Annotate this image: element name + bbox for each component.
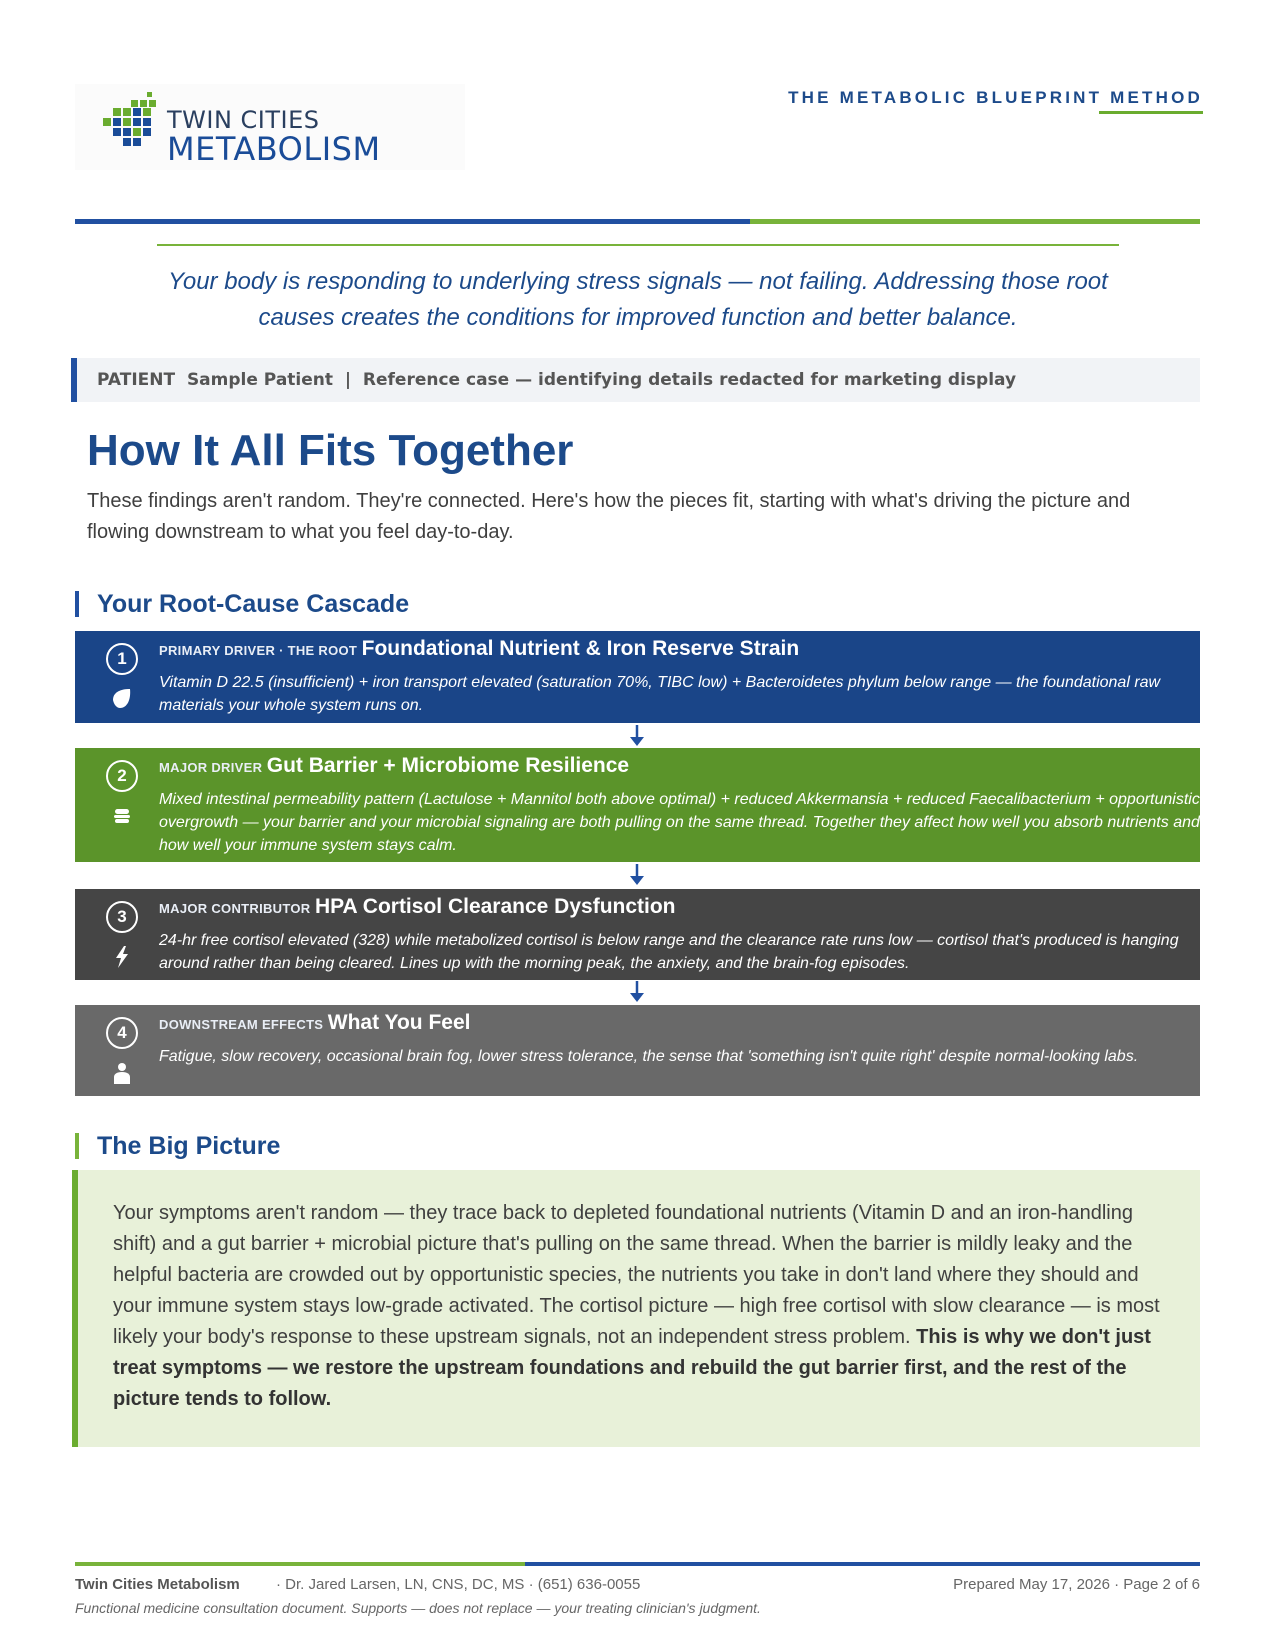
method-underline <box>1099 111 1203 114</box>
card-description: 24-hr free cortisol elevated (328) while metabolized cortisol is below range and the clearance rate runs low — cortisol that's produced is hanging around rather than being cleared. Lines up with the morning peak, the anxiety, and the brain-fog episodes. <box>159 932 1179 972</box>
tagline-divider-top <box>157 244 1119 246</box>
arrow-down-icon <box>627 980 647 1004</box>
logo-text-line1: TWIN CITIES <box>167 106 320 134</box>
big-picture-emphasis: This is why we don't just treat symptoms — we restore the upstream foundations and rebuild the gut barrier first, and the rest of the picture tends to follow. <box>113 1326 1151 1410</box>
header-divider <box>75 219 1200 224</box>
step-number: 3 <box>106 901 138 933</box>
patient-bar <box>71 358 1200 402</box>
card-description: Fatigue, slow recovery, occasional brain fog, lower stress tolerance, the sense that 'something isn't quite right' despite normal-looking labs. <box>159 1048 1139 1065</box>
big-picture-heading: The Big Picture <box>75 1133 280 1159</box>
cascade-heading: Your Root-Cause Cascade <box>75 591 409 617</box>
logo-mark-icon <box>101 90 163 162</box>
cascade-card-downstream-effects <box>75 1005 1200 1096</box>
method-title: THE METABOLIC BLUEPRINT METHOD <box>788 88 1203 107</box>
lightning-icon <box>109 944 135 970</box>
footer-page-info: Prepared May 17, 2026 · Page 2 of 6 <box>953 1576 1200 1593</box>
step-number: 4 <box>106 1017 138 1049</box>
card-description: Mixed intestinal permeability pattern (Lactulose + Mannitol both above optimal) + reduced Akkermansia + reduced Faecalibacterium + opportunistic overgrowth — your barrier and your microbial signaling are both pulling on the same thread. Together they affect how well you absorb nutrients and how well your immune system stays calm. <box>159 791 1200 854</box>
patient-label: PATIENT <box>97 370 176 390</box>
card-title: What You Feel <box>327 1011 471 1034</box>
logo-text-line2: METABOLISM <box>167 130 381 168</box>
gut-icon <box>109 802 135 828</box>
patient-separator: | <box>344 370 352 390</box>
big-picture-body: Your symptoms aren't random — they trace back to depleted foundational nutrients (Vitamin D and an iron-handling shift) and a gut barrier + microbial picture that's pulling on the same thread. When the barrier is mildly leaky and the helpful bacteria are crowded out by opportunistic species, the nutrients you take in don't land where they should and your immune system stays low-grade activated. The cortisol picture — high free cortisol with slow clearance — is most likely your body's response to these upstream signals, not an independent stress problem. <box>113 1202 1160 1348</box>
tagline: Your body is responding to underlying stress signals — not failing. Addressing those root causes creates the conditions for improved function and better balance. <box>168 268 1108 331</box>
brand-logo <box>75 84 465 170</box>
card-title: Foundational Nutrient & Iron Reserve Strain <box>361 637 800 660</box>
patient-name: Sample Patient <box>186 370 333 390</box>
card-header <box>159 637 799 661</box>
step-number: 1 <box>106 643 138 675</box>
patient-note: Reference case — identifying details redacted for marketing display <box>362 370 1017 390</box>
card-tag: MAJOR CONTRIBUTOR <box>159 901 311 916</box>
card-tag: MAJOR DRIVER <box>159 760 263 775</box>
footer-contact: · Dr. Jared Larsen, LN, CNS, DC, MS · (651) 636-0055 <box>276 1576 641 1593</box>
leaf-icon <box>109 686 135 712</box>
page-title: How It All Fits Together <box>87 426 574 475</box>
cascade-card-major-contributor <box>75 889 1200 980</box>
intro-paragraph: These findings aren't random. They're connected. Here's how the pieces fit, starting with what's driving the picture and flowing downstream to what you feel day-to-day. <box>87 490 1131 543</box>
big-picture-box <box>72 1170 1200 1447</box>
cascade-card-primary-driver <box>75 631 1200 723</box>
footer-divider <box>75 1562 1200 1566</box>
card-description: Vitamin D 22.5 (insufficient) + iron transport elevated (saturation 70%, TIBC low) + Bacteroidetes phylum below range — the foundational raw materials your whole system runs on. <box>159 674 1161 714</box>
card-tag: DOWNSTREAM EFFECTS <box>159 1017 324 1032</box>
card-tag: PRIMARY DRIVER · THE ROOT <box>159 643 358 658</box>
step-number: 2 <box>106 760 138 792</box>
card-title: HPA Cortisol Clearance Dysfunction <box>314 895 676 918</box>
card-title: Gut Barrier + Microbiome Resilience <box>266 754 630 777</box>
card-header <box>159 754 629 778</box>
card-header <box>159 1011 470 1035</box>
arrow-down-icon <box>627 863 647 887</box>
arrow-down-icon <box>627 724 647 748</box>
card-header <box>159 895 676 919</box>
footer-disclaimer: Functional medicine consultation document. Supports — does not replace — your treating clinician's judgment. <box>75 1600 761 1616</box>
person-icon <box>109 1060 135 1086</box>
cascade-card-major-driver <box>75 748 1200 862</box>
footer-brand: Twin Cities Metabolism <box>75 1576 240 1593</box>
